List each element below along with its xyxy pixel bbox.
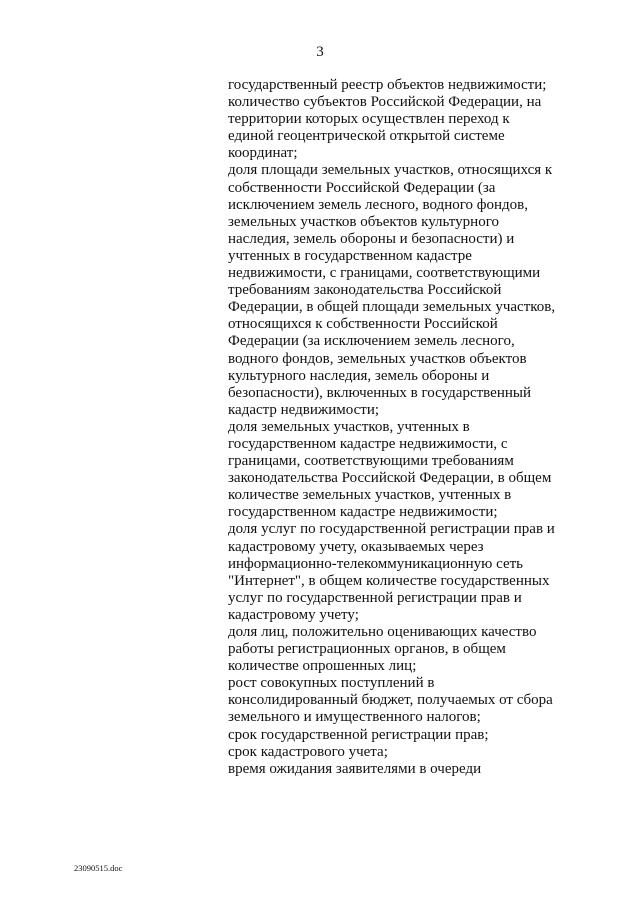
text-line: земельных участков объектов культурного bbox=[228, 213, 499, 230]
text-line: рост совокупных поступлений в bbox=[228, 675, 435, 692]
text-line: доля услуг по государственной регистрации прав и bbox=[228, 521, 555, 538]
text-line: культурного наследия, земель обороны и bbox=[228, 367, 490, 384]
text-line: границами, соответствующими требованиям bbox=[228, 453, 514, 470]
text-line: собственности Российской Федерации (за bbox=[228, 179, 496, 196]
text-line: услуг по государственной регистрации прав и bbox=[228, 589, 522, 606]
text-line: доля лиц, положительно оценивающих качество bbox=[228, 624, 537, 640]
text-line: время ожидания заявителями в очереди bbox=[228, 760, 482, 777]
text-line: кадастровому учету; bbox=[228, 606, 359, 623]
text-line: срок государственной регистрации прав; bbox=[228, 726, 489, 743]
text-line: безопасности), включенных в государственный bbox=[228, 384, 531, 401]
text-line: количество субъектов Российской Федерации, на bbox=[228, 94, 542, 111]
text-line: "Интернет", в общем количестве государственных bbox=[228, 572, 550, 589]
text-line: государственный реестр объектов недвижимости; bbox=[228, 77, 547, 93]
document-body bbox=[228, 77, 568, 778]
text-line: консолидированный бюджет, получаемых от сбора bbox=[228, 692, 553, 709]
text-line: кадастровому учету, оказываемых через bbox=[228, 538, 484, 555]
text-line: Федерации, в общей площади земельных участков, bbox=[228, 299, 556, 316]
text-line: водного фондов, земельных участков объектов bbox=[228, 350, 527, 367]
text-line: относящихся к собственности Российской bbox=[228, 316, 498, 333]
text-line: информационно-телекоммуникационную сеть bbox=[228, 555, 524, 572]
text-line: количестве земельных участков, учтенных в bbox=[228, 487, 512, 504]
footer-filename: 23090515.doc bbox=[74, 863, 123, 873]
text-line: срок кадастрового учета; bbox=[228, 743, 388, 760]
text-line: территории которых осуществлен переход к bbox=[228, 111, 510, 128]
text-line: недвижимости, с границами, соответствующими bbox=[228, 265, 541, 282]
text-line: учтенных в государственном кадастре bbox=[228, 247, 472, 264]
text-line: координат; bbox=[228, 145, 298, 162]
text-line: законодательства Российской Федерации, в общем bbox=[228, 470, 552, 487]
text-line: доля площади земельных участков, относящихся к bbox=[228, 162, 553, 179]
text-line: количестве опрошенных лиц; bbox=[228, 658, 417, 675]
text-line: государственном кадастре недвижимости; bbox=[228, 504, 498, 521]
text-line: единой геоцентрической открытой системе bbox=[228, 128, 505, 145]
text-line: требованиям законодательства Российской bbox=[228, 282, 502, 299]
text-line: земельного и имущественного налогов; bbox=[228, 709, 481, 726]
text-line: наследия, земель обороны и безопасности) и bbox=[228, 230, 515, 247]
text-line: государственном кадастре недвижимости, с bbox=[228, 435, 508, 452]
text-line: исключением земель лесного, водного фондов, bbox=[228, 196, 528, 213]
text-line: доля земельных участков, учтенных в bbox=[228, 418, 470, 435]
text-line: Федерации (за исключением земель лесного, bbox=[228, 333, 515, 350]
page-number: 3 bbox=[316, 44, 324, 60]
text-line: кадастр недвижимости; bbox=[228, 401, 380, 418]
text-line: работы регистрационных органов, в общем bbox=[228, 641, 506, 658]
